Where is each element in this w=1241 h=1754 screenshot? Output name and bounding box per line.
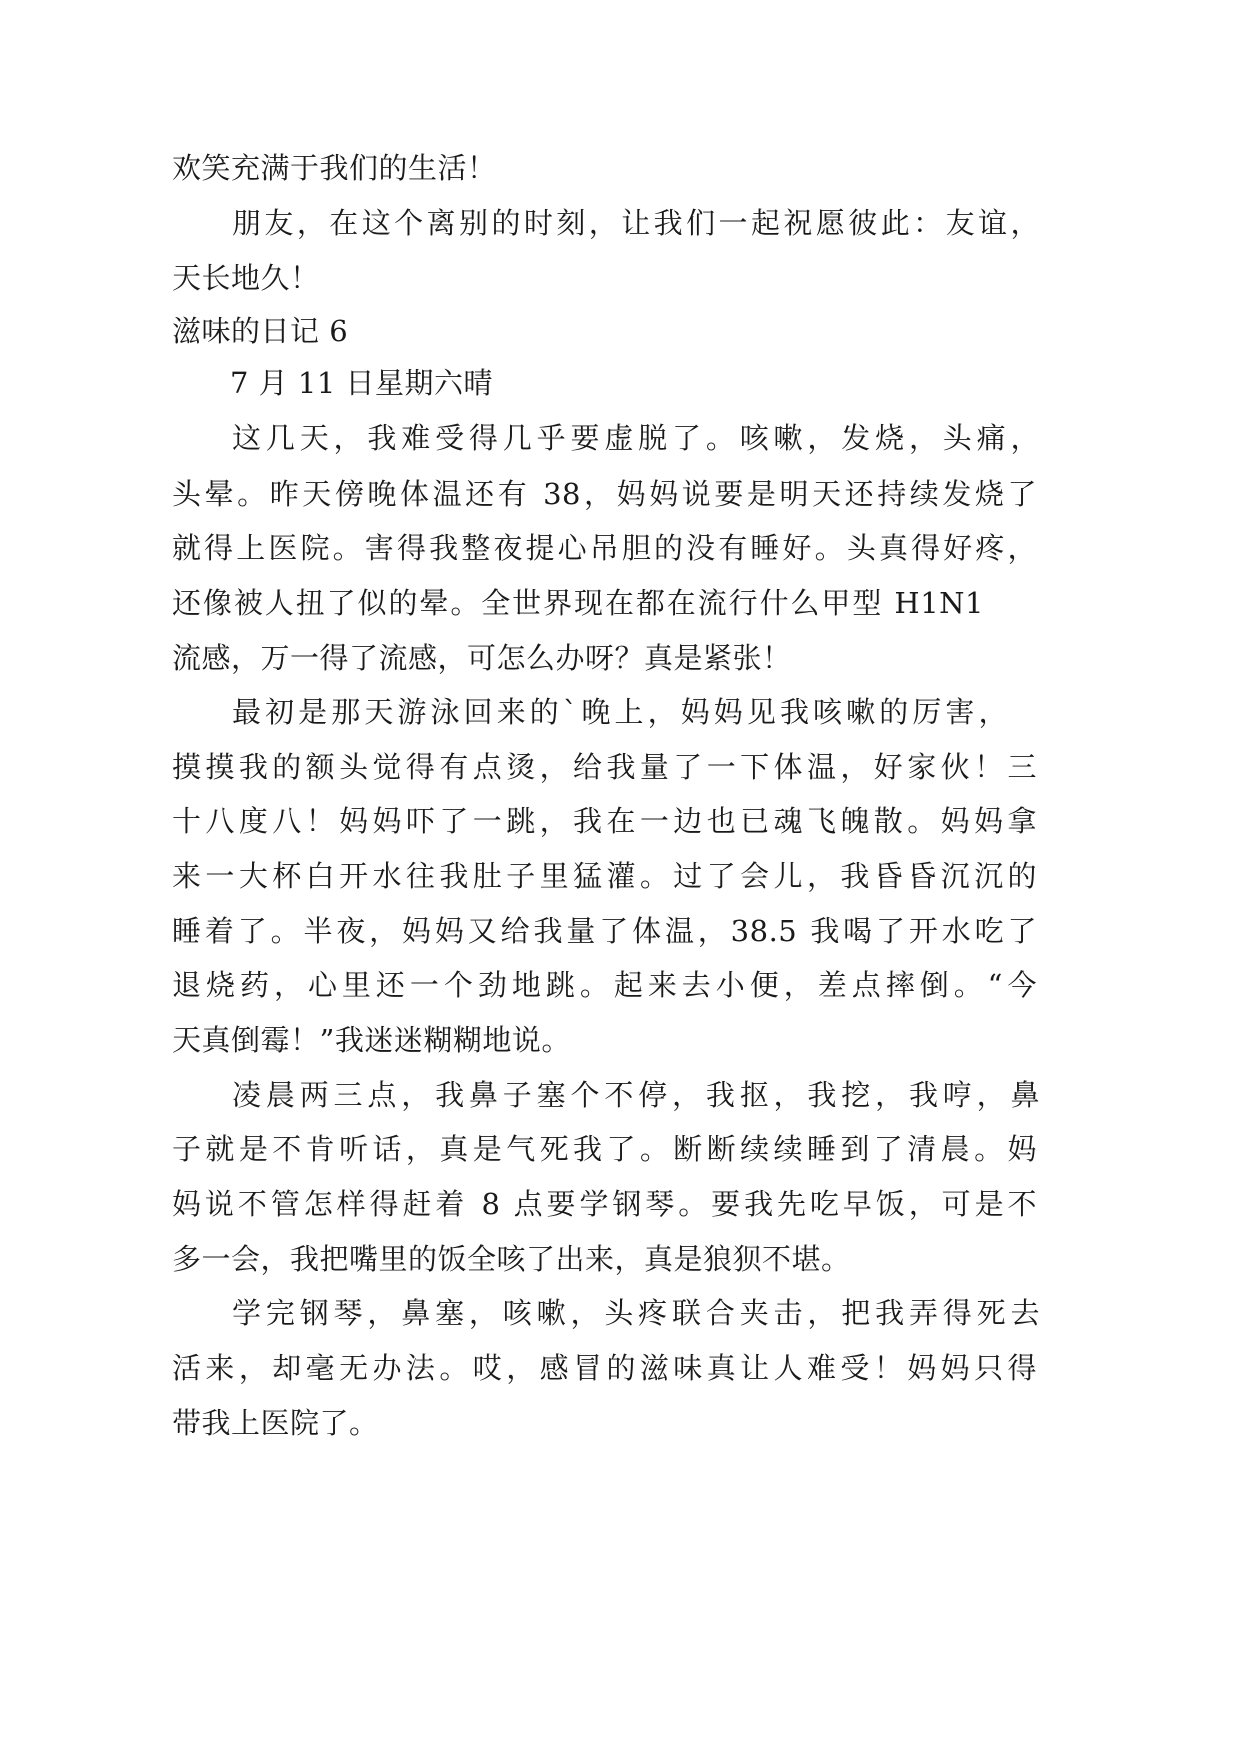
- text-line: 摸摸我的额头觉得有点烫，给我量了一下体温，好家伙！三: [172, 750, 1037, 784]
- paragraph-first-line: 朋友，在这个离别的时刻，让我们一起祝愿彼此：友谊，: [232, 206, 1040, 240]
- text-line: 来一大杯白开水往我肚子里猛灌。过了会儿，我昏昏沉沉的: [172, 859, 1037, 893]
- text-line: 十八度八！妈妈吓了一跳，我在一边也已魂飞魄散。妈妈拿: [172, 804, 1037, 838]
- paragraph-first-line: 凌晨两三点，我鼻子塞个不停，我抠，我挖，我哼，鼻: [232, 1078, 1040, 1112]
- diary-title: 滋味的日记 6: [172, 314, 349, 348]
- paragraph-first-line: 这几天，我难受得几乎要虚脱了。咳嗽，发烧，头痛，: [232, 421, 1040, 455]
- text-line: 睡着了。半夜，妈妈又给我量了体温，38.5 我喝了开水吃了: [172, 914, 1037, 948]
- text-line: 活来，却毫无办法。哎，感冒的滋味真让人难受！妈妈只得: [172, 1351, 1037, 1385]
- diary-date: 7 月 11 日星期六晴: [230, 366, 494, 400]
- paragraph-first-line: 最初是那天游泳回来的`晚上，妈妈见我咳嗽的厉害，: [232, 695, 1008, 729]
- text-line: 退烧药，心里还一个劲地跳。起来去小便，差点摔倒。“今: [172, 968, 1037, 1002]
- text-line: 带我上医院了。: [172, 1406, 379, 1440]
- text-line: 还像被人扭了似的晕。全世界现在都在流行什么甲型 H1N1: [172, 586, 984, 620]
- text-line: 子就是不肯听话，真是气死我了。断断续续睡到了清晨。妈: [172, 1132, 1037, 1166]
- text-line: 天长地久！: [172, 261, 320, 295]
- text-line: 就得上医院。害得我整夜提心吊胆的没有睡好。头真得好疼，: [172, 531, 1037, 565]
- text-line: 流感，万一得了流感，可怎么办呀？真是紧张！: [172, 641, 792, 675]
- text-line: 欢笑充满于我们的生活！: [172, 151, 497, 185]
- paragraph-first-line: 学完钢琴，鼻塞，咳嗽，头疼联合夹击，把我弄得死去: [232, 1296, 1040, 1330]
- text-line: 头晕。昨天傍晚体温还有 38，妈妈说要是明天还持续发烧了: [172, 477, 1037, 511]
- text-line: 妈说不管怎样得赶着 8 点要学钢琴。要我先吃早饭，可是不: [172, 1187, 1037, 1221]
- text-line: 天真倒霉！”我迷迷糊糊地说。: [172, 1023, 571, 1057]
- text-line: 多一会，我把嘴里的饭全咳了出来，真是狼狈不堪。: [172, 1242, 851, 1276]
